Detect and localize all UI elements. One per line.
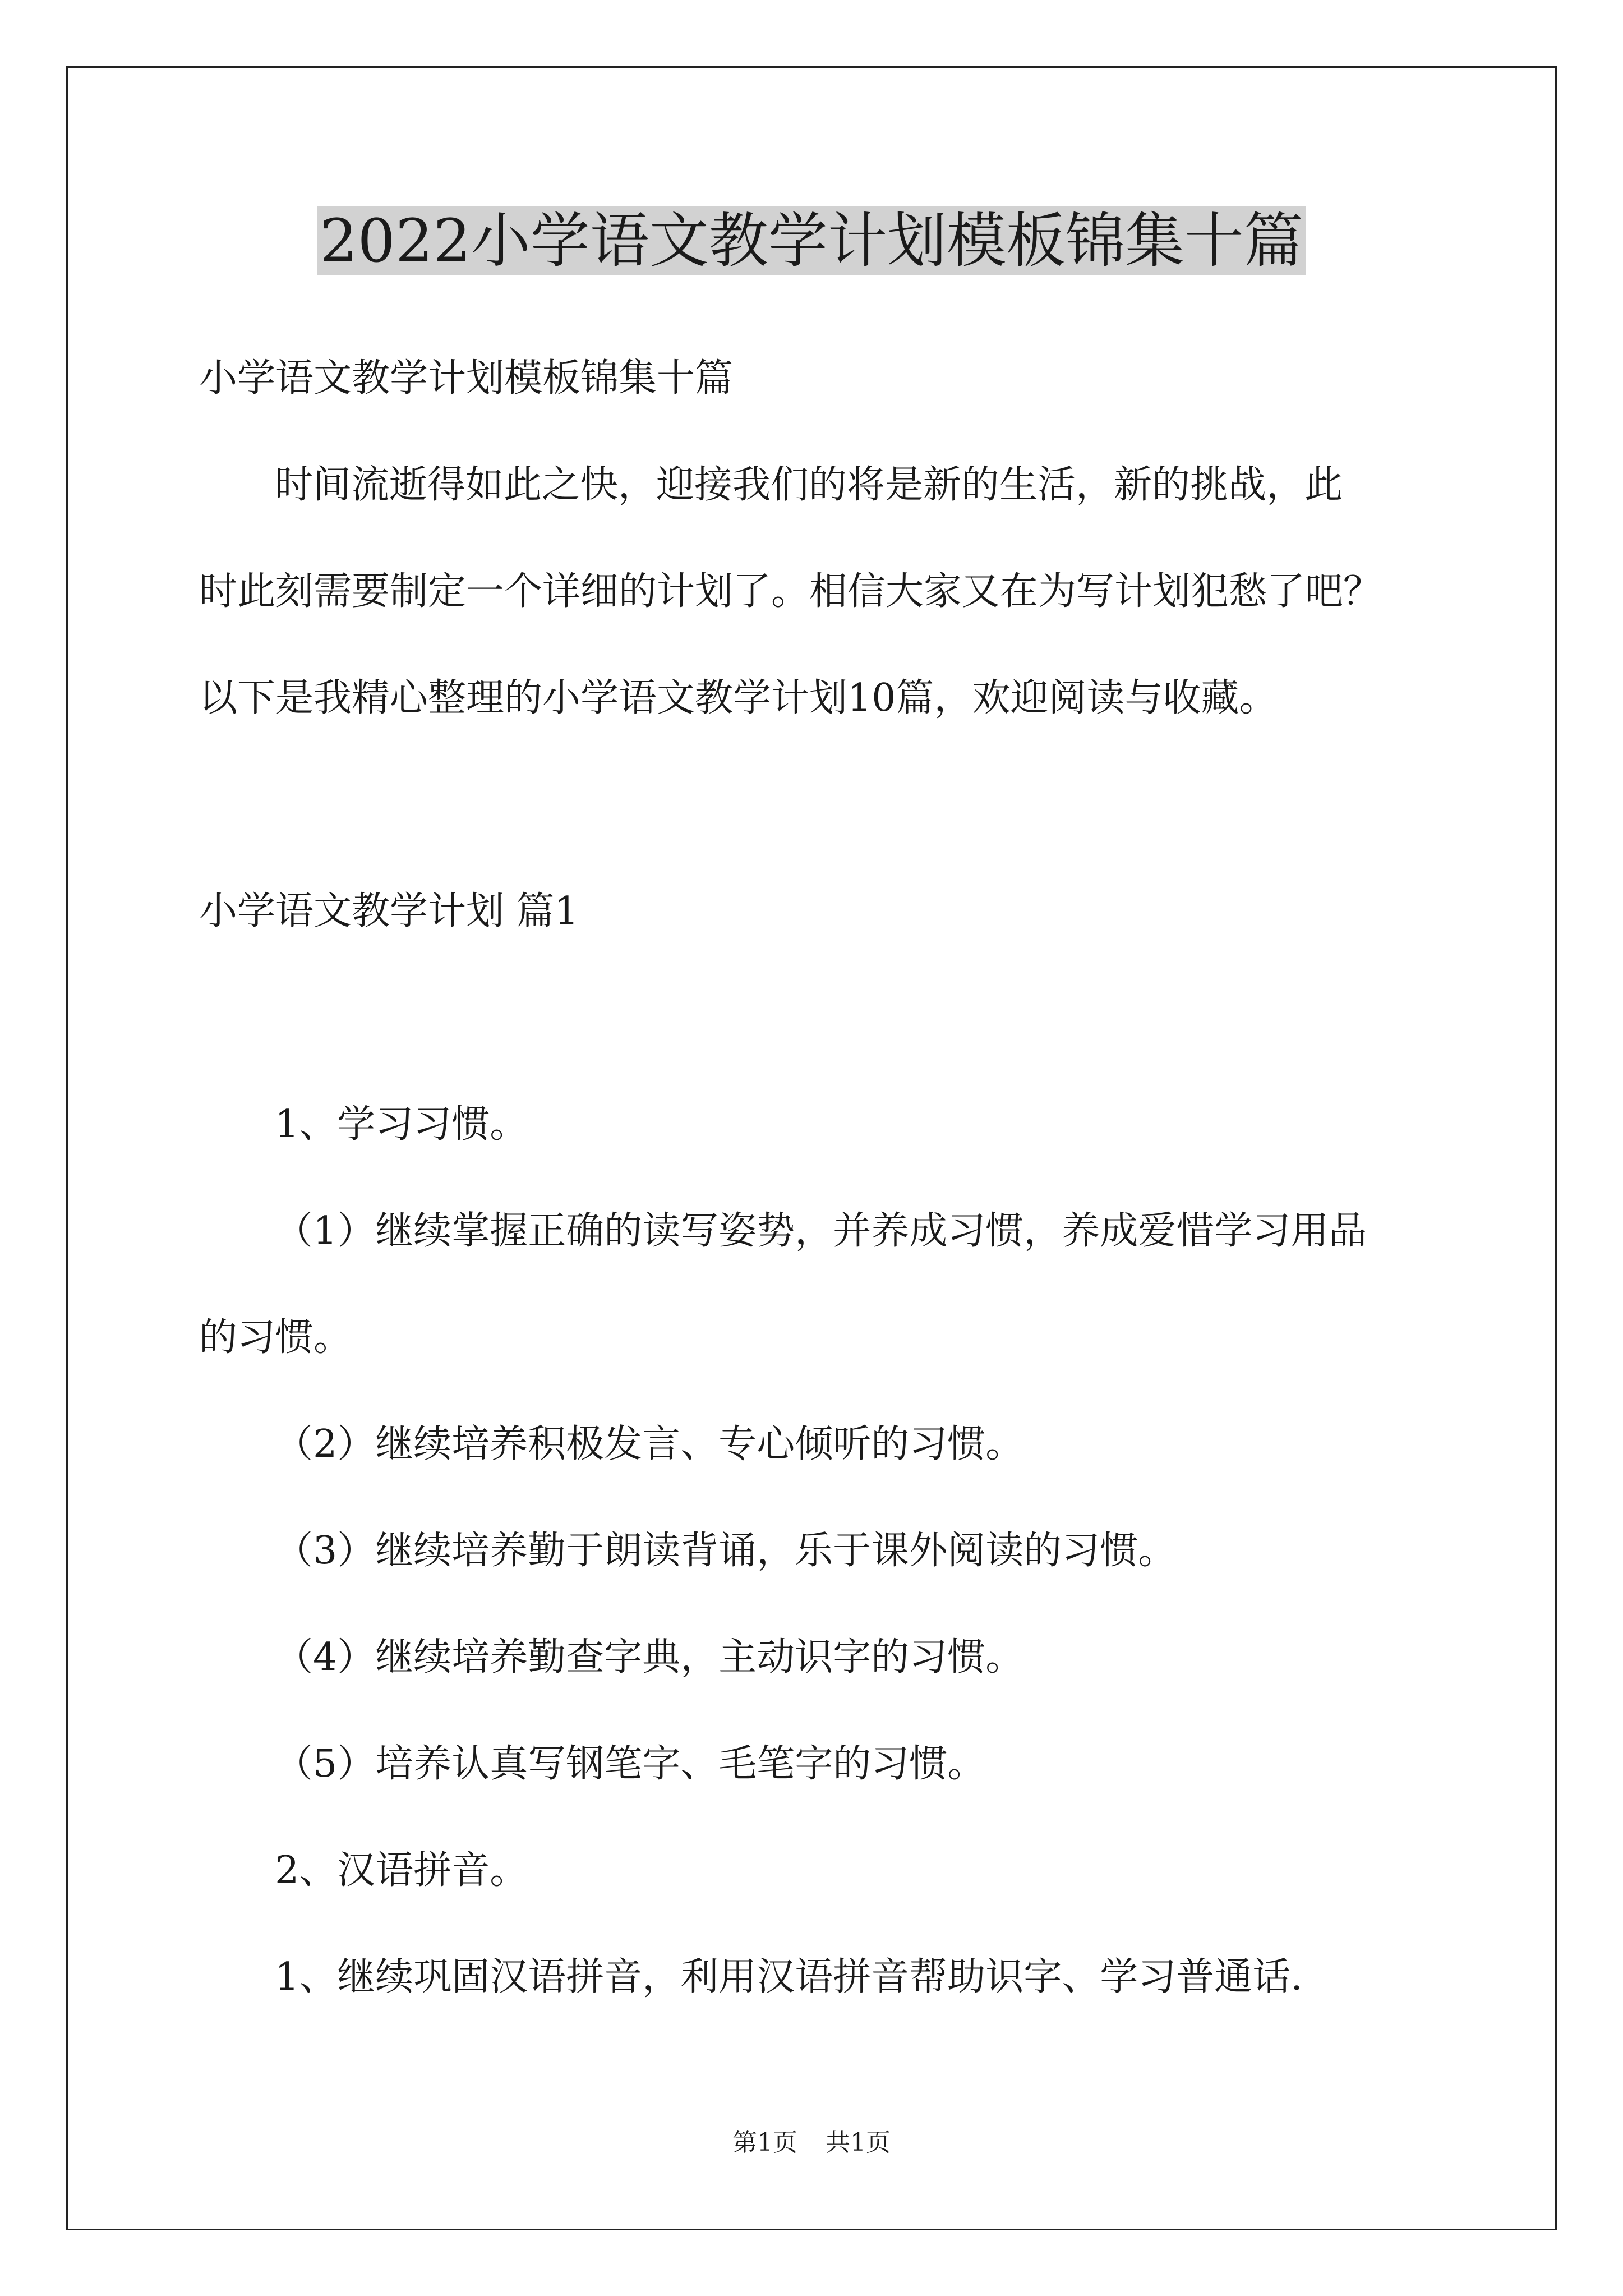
document-title-text: 2022小学语文教学计划模板锦集十篇	[317, 206, 1306, 275]
list-item: （4）继续培养勤查字典，主动识字的习惯。	[275, 1635, 1024, 1680]
page-footer	[0, 2126, 1623, 2160]
list-item: （3）继续培养勤于朗读背诵，乐于课外阅读的习惯。	[275, 1529, 1177, 1573]
list-item: 1、继续巩固汉语拼音，利用汉语拼音帮助识字、学习普通话.	[275, 1955, 1303, 1999]
intro-line-1: 时间流逝得如此之快，迎接我们的将是新的生活，新的挑战，此	[275, 463, 1343, 507]
list-item: （2）继续培养积极发言、专心倾听的习惯。	[275, 1422, 1024, 1466]
list-item: 2、汉语拼音。	[275, 1848, 528, 1893]
document-subtitle: 小学语文教学计划模板锦集十篇	[199, 356, 734, 401]
intro-line-2: 时此刻需要制定一个详细的计划了。相信大家又在为写计划犯愁了吧？	[199, 569, 1382, 614]
page-number: 第1页	[732, 2128, 797, 2157]
document-title	[0, 202, 1623, 280]
page-total: 共1页	[826, 2128, 891, 2157]
list-item: （1）继续掌握正确的读写姿势，并养成习惯，养成爱惜学习用品	[275, 1209, 1367, 1253]
list-item: 1、学习习惯。	[275, 1102, 528, 1147]
intro-line-3: 以下是我精心整理的小学语文教学计划10篇，欢迎阅读与收藏。	[199, 676, 1278, 720]
list-item: 的习惯。	[199, 1315, 352, 1360]
section-heading: 小学语文教学计划 篇1	[199, 889, 579, 933]
list-item: （5）培养认真写钢笔字、毛笔字的习惯。	[275, 1742, 986, 1786]
